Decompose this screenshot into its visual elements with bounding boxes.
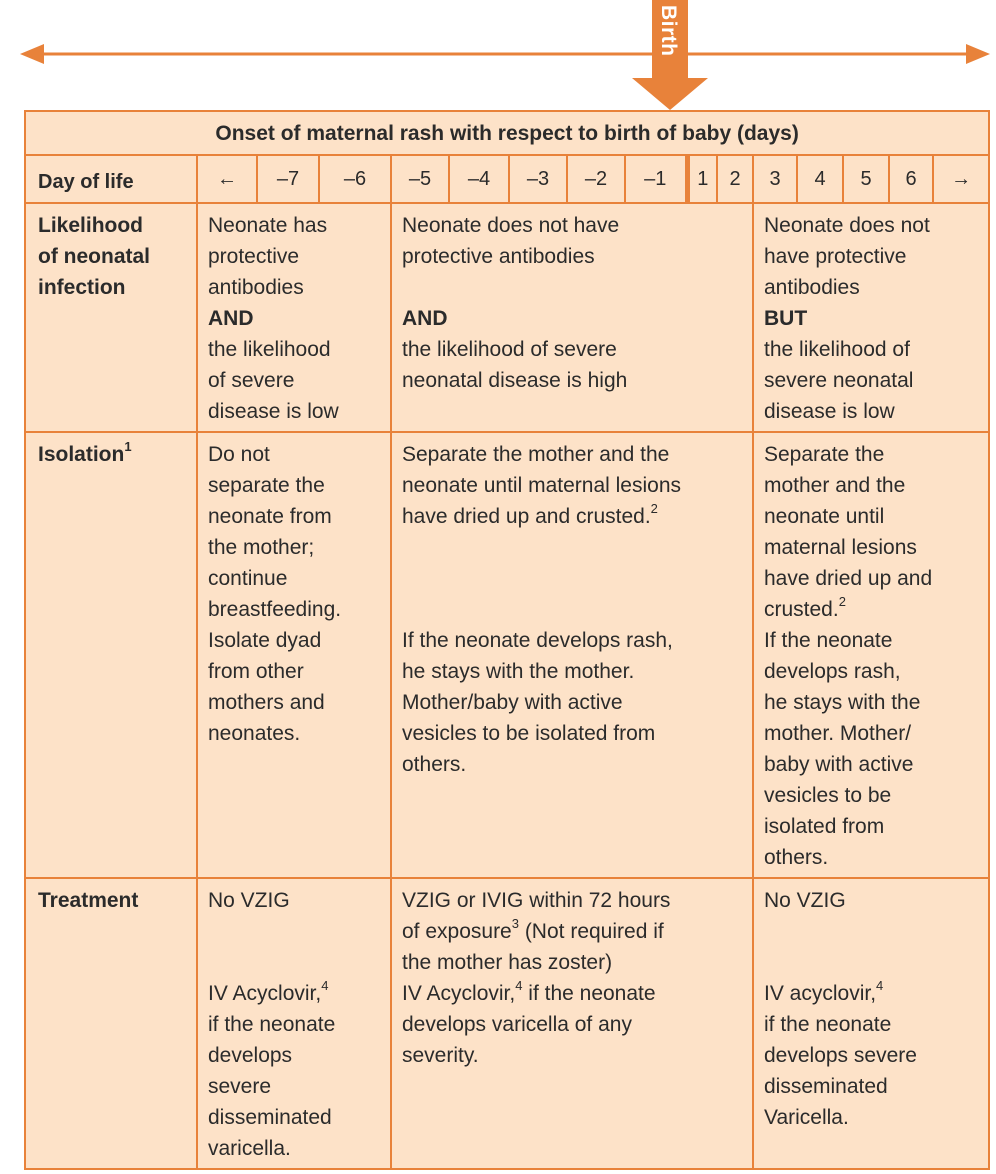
day-of-life-row bbox=[25, 155, 989, 203]
day-cell: 4 bbox=[797, 155, 843, 203]
day-cell: 1 bbox=[687, 155, 717, 203]
isolation-label: Isolation$^1$ bbox=[25, 432, 197, 878]
likelihood-cell-peripartum: Neonate does not have protective antibodies AND the likelihood of severe neonatal disease is high bbox=[391, 203, 753, 432]
day-cell: –1 bbox=[625, 155, 687, 203]
day-cell: –3 bbox=[509, 155, 567, 203]
treatment-label: Treatment bbox=[25, 878, 197, 1169]
day-cell: –5 bbox=[391, 155, 449, 203]
day-cell: 3 bbox=[753, 155, 797, 203]
isolation-cell-postnatal: Separate the mother and the neonate until maternal lesions have dried up and crusted.$^2$ If the neonate develops rash, he stays with the mother. Mother/ baby with active vesicles to be isolated from others. bbox=[753, 432, 989, 878]
likelihood-label: Likelihood of neonatal infection bbox=[25, 203, 197, 432]
day-cell: 2 bbox=[717, 155, 753, 203]
isolation-cell-early: Do not separate the neonate from the mother; continue breastfeeding. Isolate dyad from other mothers and neonates. bbox=[197, 432, 391, 878]
timeline bbox=[0, 0, 996, 112]
day-cell: 6 bbox=[889, 155, 933, 203]
isolation-cell-peripartum: Separate the mother and the neonate until maternal lesions have dried up and crusted.$^2$ If the neonate develops rash, he stays with the mother. Mother/baby with active vesicles to be isolated from others. bbox=[391, 432, 753, 878]
birth-label: Birth bbox=[657, 5, 680, 57]
varicella-management-table bbox=[24, 110, 990, 1170]
day-cell: –6 bbox=[319, 155, 391, 203]
day-cell: 5 bbox=[843, 155, 889, 203]
day-cell: → bbox=[933, 155, 989, 203]
right-arrow-icon bbox=[966, 44, 990, 64]
treatment-cell-peripartum: VZIG or IVIG within 72 hours of exposure$^3$ (Not required if the mother has zoster) IV Acyclovir,$^4$ if the neonate develops varicella of any severity. bbox=[391, 878, 753, 1169]
day-of-life-label: Day of life bbox=[25, 155, 197, 203]
isolation-row bbox=[25, 432, 989, 878]
table-header: Onset of maternal rash with respect to birth of baby (days) bbox=[25, 111, 989, 155]
treatment-row bbox=[25, 878, 989, 1169]
likelihood-cell-postnatal: Neonate does not have protective antibodies BUT the likelihood of severe neonatal disease is low bbox=[753, 203, 989, 432]
left-arrow-icon bbox=[20, 44, 44, 64]
treatment-cell-postnatal: No VZIG IV acyclovir,$^4$ if the neonate develops severe disseminated Varicella. bbox=[753, 878, 989, 1169]
treatment-cell-early: No VZIG IV Acyclovir,$^4$ if the neonate develops severe disseminated varicella. bbox=[197, 878, 391, 1169]
likelihood-row bbox=[25, 203, 989, 432]
day-cell: –7 bbox=[257, 155, 319, 203]
day-cell: ← bbox=[197, 155, 257, 203]
likelihood-cell-early: Neonate has protective antibodies AND the likelihood of severe disease is low bbox=[197, 203, 391, 432]
day-cell: –4 bbox=[449, 155, 509, 203]
day-cell: –2 bbox=[567, 155, 625, 203]
